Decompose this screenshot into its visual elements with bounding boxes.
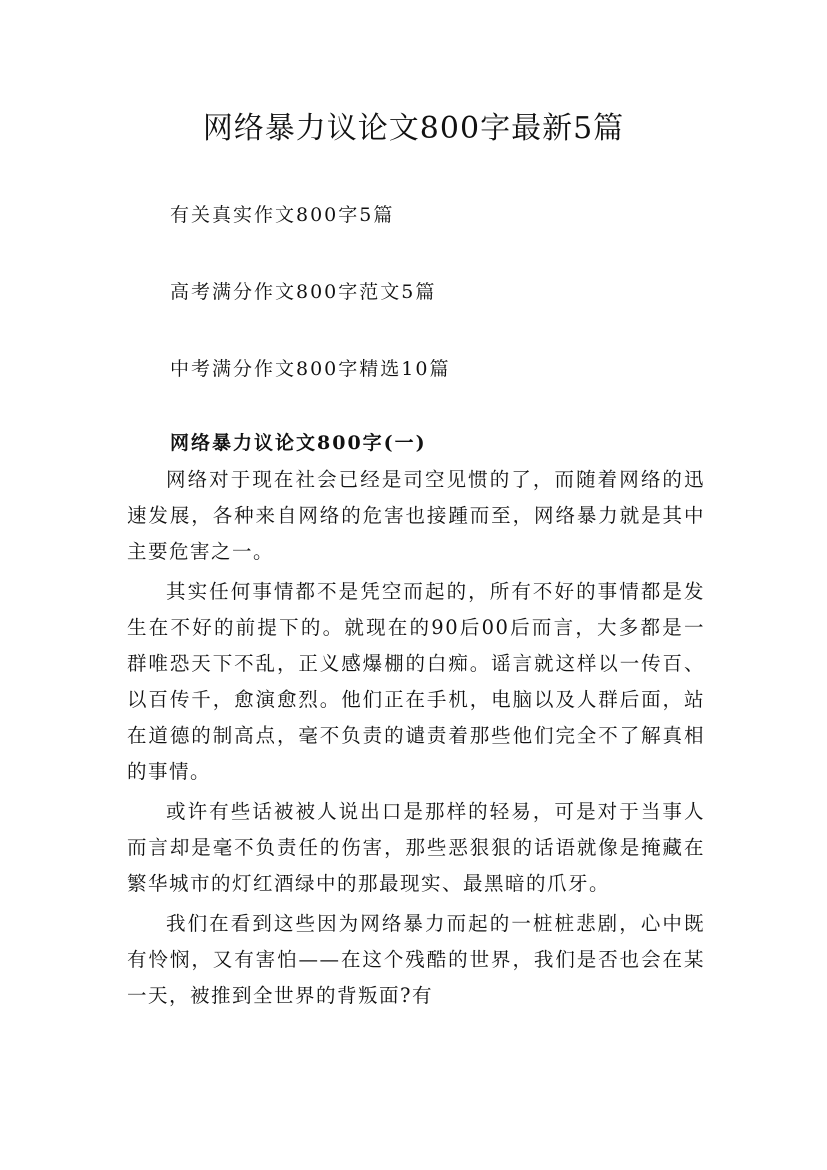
related-article-link[interactable]: 有关真实作文800字5篇 xyxy=(170,204,395,226)
body-paragraph: 网络对于现在社会已经是司空见惯的了，而随着网络的迅速发展，各种来自网络的危害也接踵而至，网络暴力就是其中主要危害之一。 xyxy=(127,468,705,563)
article-body xyxy=(127,462,705,1018)
section-heading: 网络暴力议论文800字(一) xyxy=(170,432,427,454)
body-paragraph: 我们在看到这些因为网络暴力而起的一桩桩悲剧，心中既有怜悯，又有害怕——在这个残酷的世界，我们是否也会在某一天，被推到全世界的背叛面?有 xyxy=(127,912,705,1007)
related-article-link[interactable]: 高考满分作文800字范文5篇 xyxy=(170,281,437,303)
related-article-link[interactable]: 中考满分作文800字精选10篇 xyxy=(170,358,451,380)
document-title: 网络暴力议论文800字最新5篇 xyxy=(202,111,625,146)
body-paragraph: 或许有些话被被人说出口是那样的轻易，可是对于当事人而言却是毫不负责任的伤害，那些恶狠狠的话语就像是掩藏在繁华城市的灯红酒绿中的那最现实、最黑暗的爪牙。 xyxy=(127,800,705,895)
body-paragraph: 其实任何事情都不是凭空而起的，所有不好的事情都是发生在不好的前提下的。就现在的90后00后而言，大多都是一群唯恐天下不乱，正义感爆棚的白痴。谣言就这样以一传百、以百传千，愈演愈烈。他们正在手机，电脑以及人群后面，站在道德的制高点，毫不负责的谴责着那些他们完全不了解真相的事情。 xyxy=(127,580,705,783)
